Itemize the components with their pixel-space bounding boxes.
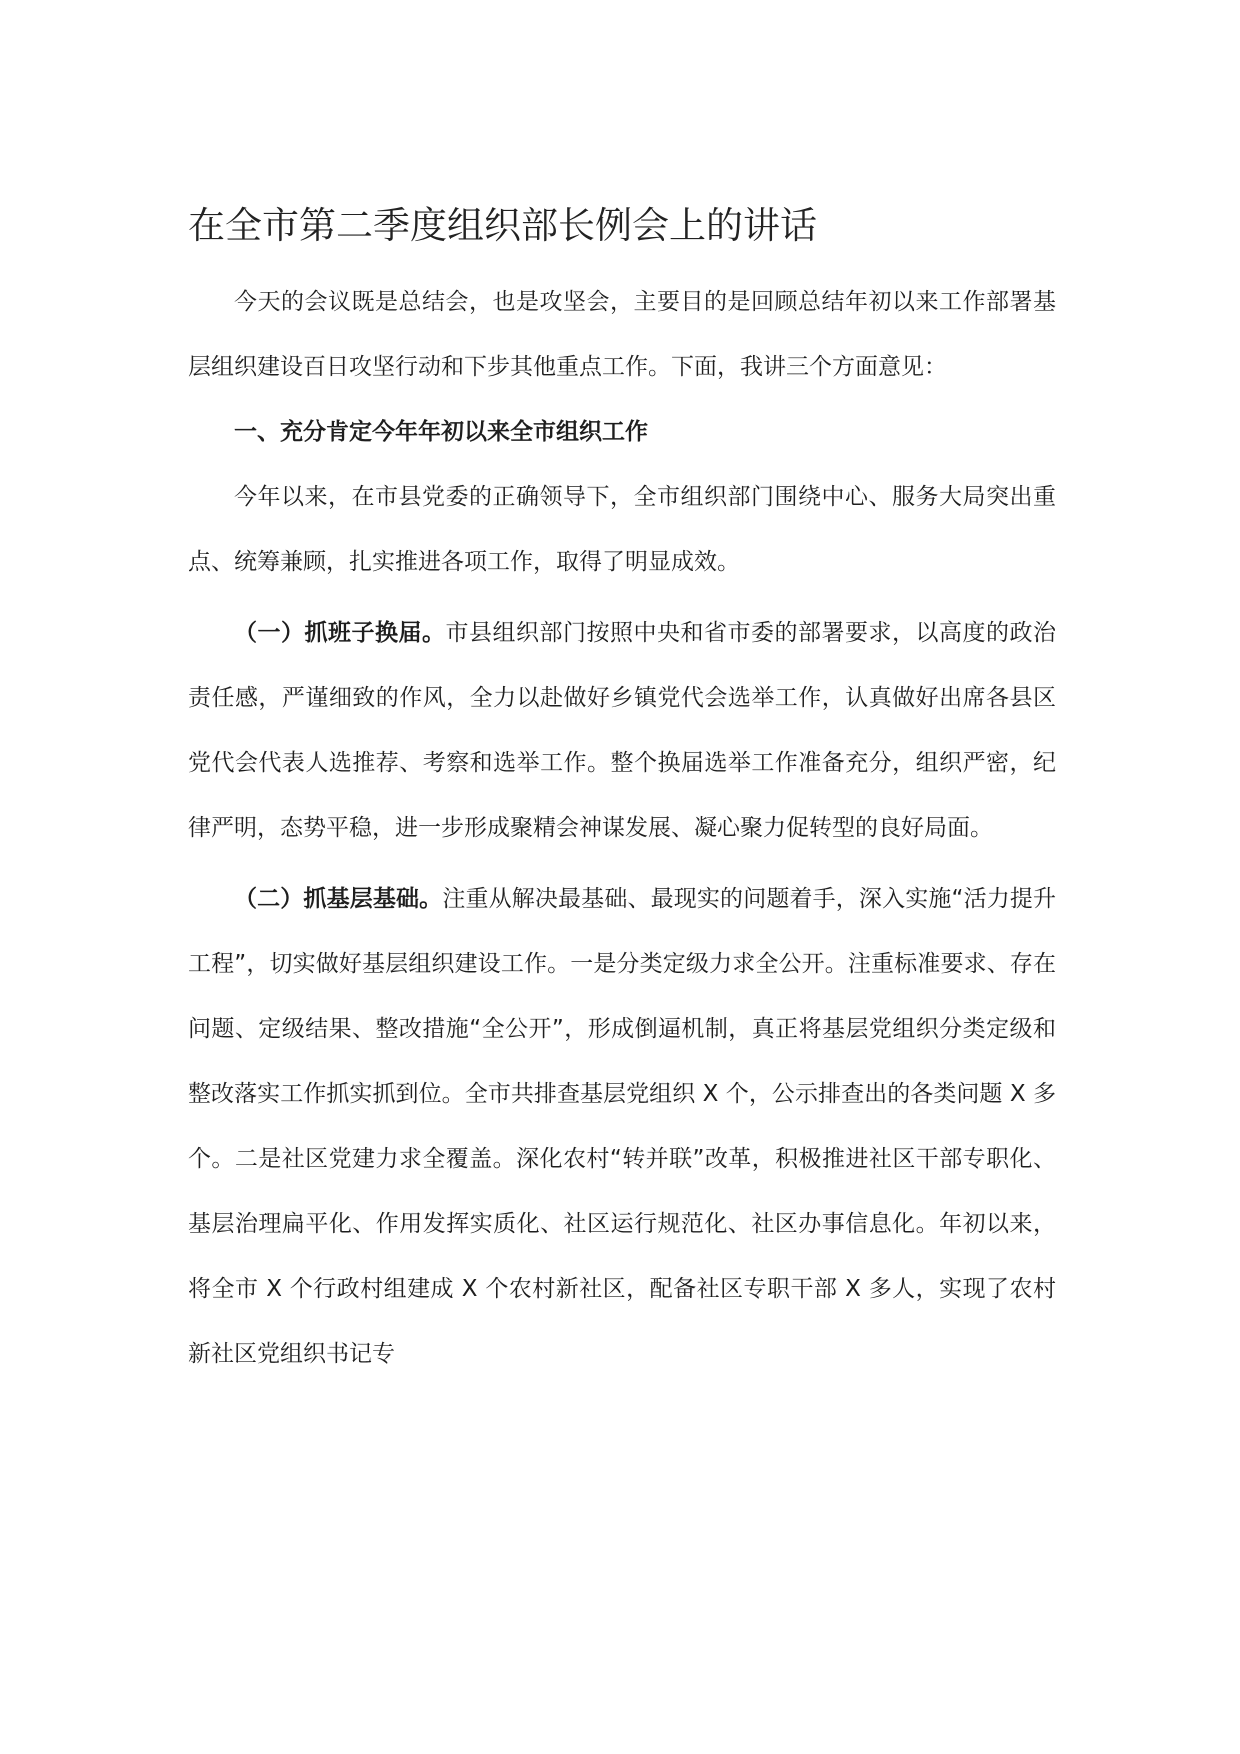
item2-body: 注重从解决最基础、最现实的问题着手，深入实施“活力提升工程”，切实做好基层组织建设工作。一是分类定级力求全公开。注重标准要求、存在问题、定级结果、整改措施“全公开”，形成倒逼机制，真正将基层党组织分类定级和整改落实工作抓实抓到位。全市共排查基层党组织 X 个，公示排查出的各类问题 X 多个。二是社区党建力求全覆盖。深化农村“转并联”改革，积极推进社区干部专职化、基层治理扁平化、作用发挥实质化、社区运行规范化、社区办事信息化。年初以来，将全市 X 个行政村组建成 X 个农村新社区，配备社区专职干部 X 多人，实现了农村新社区党组织书记专 (188, 886, 1057, 1367)
item1-paragraph (188, 601, 1056, 861)
item2-lead: （二）抓基层基础。 (234, 886, 443, 912)
item1-lead: （一）抓班子换届。 (234, 620, 446, 646)
document-title: 在全市第二季度组织部长例会上的讲话 (188, 204, 817, 247)
document-body (188, 200, 1056, 1387)
item1-body: 市县组织部门按照中央和省市委的部署要求，以高度的政治责任感，严谨细致的作风，全力以赴做好乡镇党代会选举工作，认真做好出席各县区党代会代表人选推荐、考察和选举工作。整个换届选举工作准备充分，组织严密，纪律严明，态势平稳，进一步形成聚精会神谋发展、凝心聚力促转型的良好局面。 (188, 620, 1056, 841)
item2-paragraph (188, 867, 1056, 1387)
section1-paragraph: 今年以来，在市县党委的正确领导下，全市组织部门围绕中心、服务大局突出重点、统筹兼顾，扎实推进各项工作，取得了明显成效。 (188, 484, 1056, 575)
intro-paragraph: 今天的会议既是总结会，也是攻坚会，主要目的是回顾总结年初以来工作部署基层组织建设百日攻坚行动和下步其他重点工作。下面，我讲三个方面意见： (188, 289, 1056, 380)
section-heading-1: 一、充分肯定今年年初以来全市组织工作 (234, 419, 648, 445)
